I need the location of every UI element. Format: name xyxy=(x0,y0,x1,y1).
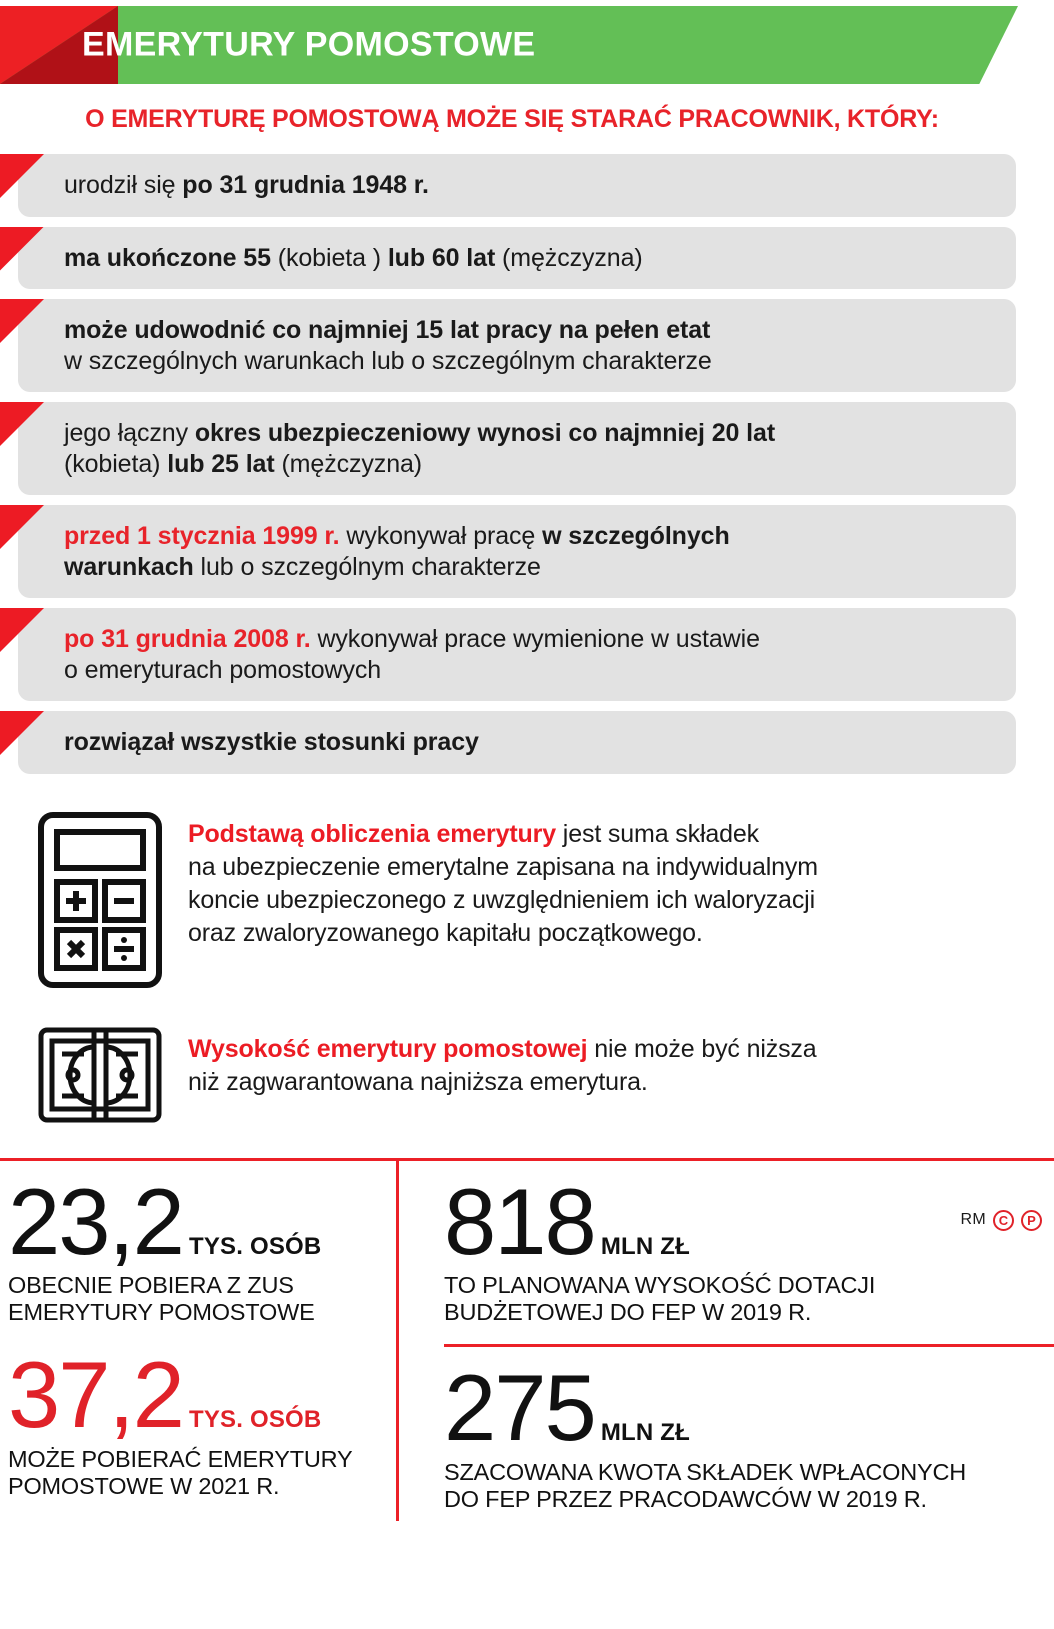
conditions-list xyxy=(0,154,1054,774)
text-run: (kobieta ) xyxy=(270,243,388,272)
stat-description-line: POMOSTOWE W 2021 R. xyxy=(8,1472,280,1499)
condition-text xyxy=(64,521,990,582)
stat-cell-employer-contributions-2019 xyxy=(444,1344,1054,1521)
condition-text xyxy=(64,624,990,685)
condition-item-after-2008 xyxy=(18,608,1016,701)
text-run: (mężczyzna) xyxy=(274,449,423,478)
calculator-icon xyxy=(38,812,162,988)
stat-unit: TYS. OSÓB xyxy=(188,1232,322,1260)
page-title: EMERYTURY POMOSTOWE xyxy=(82,25,536,64)
banknote-icon xyxy=(38,1027,162,1123)
copyright-icon: C xyxy=(993,1210,1014,1231)
text-run: wykonywał prace wymienione w ustawie xyxy=(310,625,760,653)
stat-description xyxy=(8,1272,396,1327)
condition-text xyxy=(64,170,990,201)
stat-value-row xyxy=(444,1355,1054,1461)
text-run: jego łączny xyxy=(64,419,195,447)
condition-text xyxy=(64,727,990,758)
text-run: przed 1 stycznia 1999 r. xyxy=(64,522,340,550)
text-run: warunkach xyxy=(64,552,194,581)
condition-text xyxy=(64,315,990,376)
stat-description-line: BUDŻETOWEJ DO FEP W 2019 R. xyxy=(444,1299,812,1326)
note-text xyxy=(188,808,818,951)
condition-item-insurance-period xyxy=(18,402,1016,495)
stat-description xyxy=(444,1272,1054,1327)
stats-vertical-divider xyxy=(396,1161,399,1522)
condition-item-born-after xyxy=(18,154,1016,217)
text-run: wykonywał pracę xyxy=(339,522,543,550)
stats-grid xyxy=(0,1161,1054,1522)
stat-unit: MLN ZŁ xyxy=(600,1419,691,1447)
text-run: (mężczyzna) xyxy=(495,243,643,272)
bullet-triangle-icon xyxy=(0,299,44,343)
text-run: o emeryturach pomostowych xyxy=(64,655,382,684)
credit-mark xyxy=(961,1210,1042,1231)
calculator-icon-wrapper xyxy=(38,808,162,993)
condition-text xyxy=(64,418,990,479)
text-run: koncie ubezpieczonego z uwzględnieniem ich waloryzacji xyxy=(188,886,815,914)
note-text xyxy=(188,1023,817,1100)
stat-description-line: OBECNIE POBIERA Z ZUS xyxy=(8,1271,294,1298)
statistics-section xyxy=(0,1158,1054,1522)
stat-description-line: DO FEP PRZEZ PRACODAWCÓW W 2019 R. xyxy=(444,1485,927,1512)
bullet-triangle-icon xyxy=(0,505,44,549)
text-run: w szczególnych xyxy=(542,522,730,550)
stats-column-left xyxy=(0,1161,396,1522)
stat-description-line: TO PLANOWANA WYSOKOŚĆ DOTACJI xyxy=(444,1271,876,1298)
stat-value-row xyxy=(8,1168,396,1274)
text-run: Podstawą obliczenia emerytury xyxy=(188,819,557,848)
condition-item-terminated-employment xyxy=(18,711,1016,774)
text-run: jest suma składek xyxy=(556,819,759,848)
text-run: okres ubezpieczeniowy wynosi co najmniej 20 lat xyxy=(194,419,776,447)
condition-item-before-1999 xyxy=(18,505,1016,598)
text-run: (kobieta) xyxy=(64,449,168,478)
text-run: oraz zwaloryzowanego kapitału początkowego. xyxy=(188,919,703,948)
text-run: lub 60 lat xyxy=(387,243,496,272)
header-banner xyxy=(0,6,1054,84)
stat-cell-budget-subsidy-2019 xyxy=(444,1161,1054,1335)
condition-item-15-years-work xyxy=(18,299,1016,392)
text-run: ma ukończone 55 xyxy=(64,243,271,272)
banknote-icon-wrapper xyxy=(38,1023,162,1128)
text-run: na ubezpieczenie emerytalne zapisana na indywidualnym xyxy=(188,852,818,881)
text-run: nie może być niższa xyxy=(587,1034,817,1063)
text-run: może udowodnić co najmniej 15 lat pracy na pełen etat xyxy=(64,316,711,344)
phonogram-icon: P xyxy=(1021,1210,1042,1231)
text-run: urodził się xyxy=(64,171,183,199)
stat-description xyxy=(8,1446,396,1501)
stat-unit: TYS. OSÓB xyxy=(188,1406,322,1434)
text-run: po 31 grudnia 2008 r. xyxy=(64,625,311,653)
credit-author: RM xyxy=(960,1211,986,1228)
bullet-triangle-icon xyxy=(0,154,44,198)
bullet-triangle-icon xyxy=(0,402,44,446)
condition-text xyxy=(64,243,990,274)
note-row-minimum-amount xyxy=(38,1023,1024,1128)
stat-description-line: SZACOWANA KWOTA SKŁADEK WPŁACONYCH xyxy=(444,1458,967,1485)
text-run: lub 25 lat xyxy=(167,449,275,478)
text-run: rozwiązał wszystkie stosunki pracy xyxy=(64,728,479,756)
text-run: Wysokość emerytury pomostowej xyxy=(188,1034,588,1063)
notes-section xyxy=(0,808,1054,1128)
note-row-calculation-basis xyxy=(38,808,1024,993)
bullet-triangle-icon xyxy=(0,227,44,271)
condition-item-age-completed xyxy=(18,227,1016,290)
page-subtitle: O EMERYTURĘ POMOSTOWĄ MOŻE SIĘ STARAĆ PRACOWNIK, KTÓRY: xyxy=(85,105,939,133)
bullet-triangle-icon xyxy=(0,608,44,652)
stat-number: 275 xyxy=(444,1355,595,1461)
stat-number: 37,2 xyxy=(8,1342,183,1448)
stat-description xyxy=(444,1459,1054,1514)
stat-cell-projected-recipients-2021 xyxy=(8,1334,396,1508)
stat-unit: MLN ZŁ xyxy=(600,1232,691,1260)
stat-cell-current-recipients xyxy=(8,1161,396,1335)
stat-number: 818 xyxy=(444,1168,595,1274)
stats-column-right xyxy=(396,1161,1054,1522)
stat-number: 23,2 xyxy=(8,1168,183,1274)
text-run: w szczególnych warunkach lub o szczególnym charakterze xyxy=(64,346,712,375)
stat-description-line: EMERYTURY POMOSTOWE xyxy=(8,1299,315,1326)
bullet-triangle-icon xyxy=(0,711,44,755)
text-run: niż zagwarantowana najniższa emerytura. xyxy=(188,1067,648,1096)
text-run: lub o szczególnym charakterze xyxy=(193,552,541,581)
stat-description-line: MOŻE POBIERAĆ EMERYTURY xyxy=(8,1445,353,1472)
stat-value-row xyxy=(8,1342,396,1448)
text-run: po 31 grudnia 1948 r. xyxy=(182,171,429,199)
